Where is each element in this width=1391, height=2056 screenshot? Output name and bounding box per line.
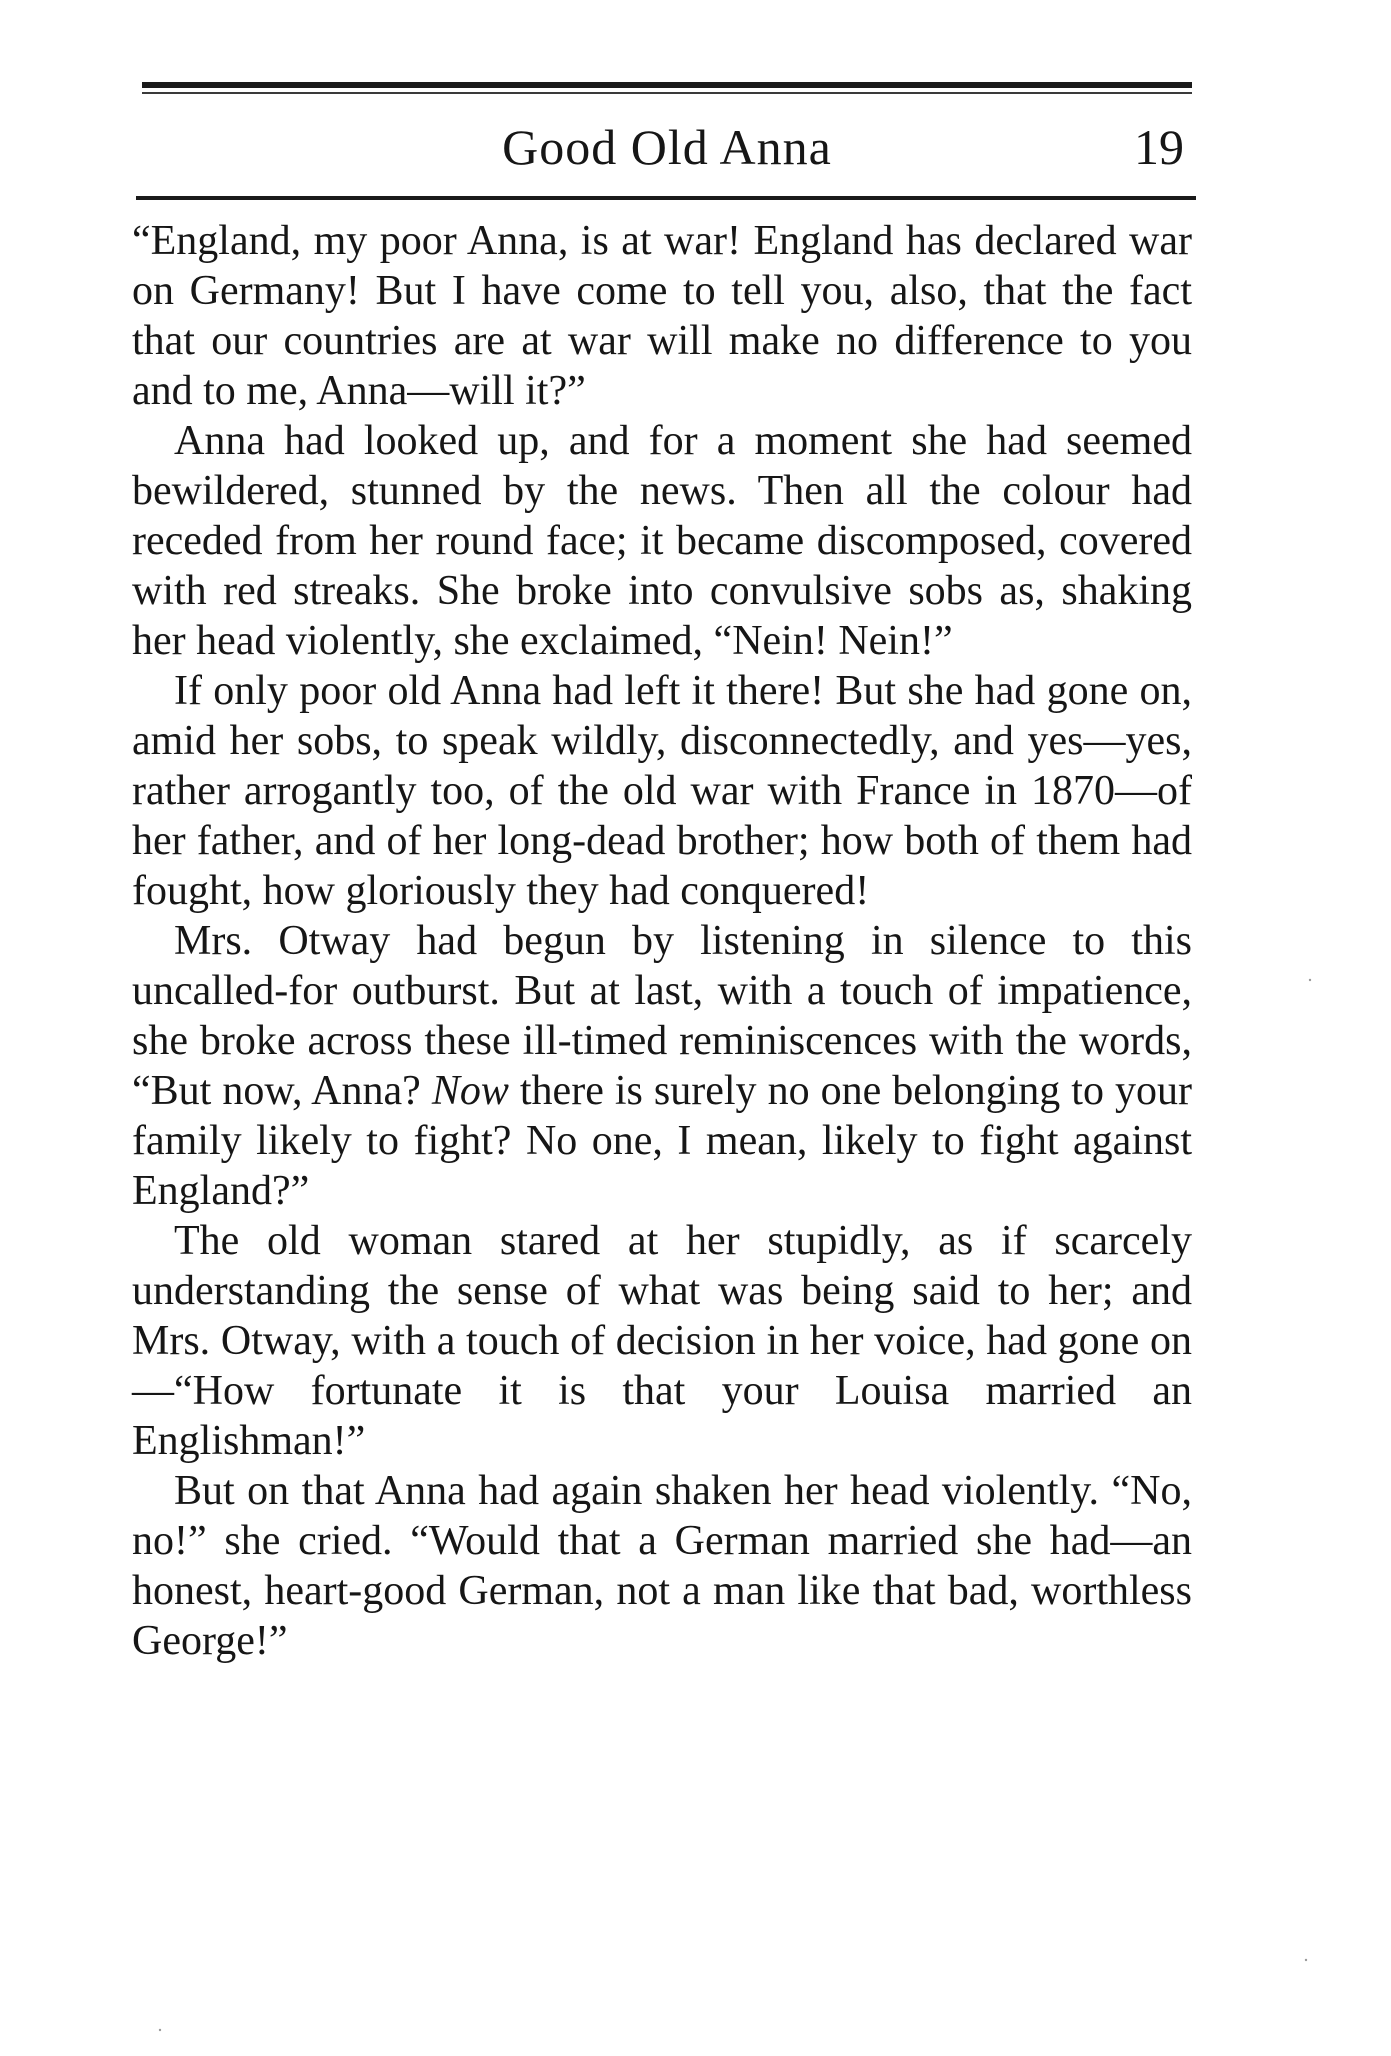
running-title: Good Old Anna xyxy=(502,119,832,175)
emphasized-word: Now xyxy=(431,1068,509,1114)
paragraph xyxy=(132,916,1192,1216)
paper-speck xyxy=(1305,1959,1307,1961)
top-rule-thin xyxy=(142,92,1192,94)
top-rule xyxy=(142,82,1192,88)
paragraph: If only poor old Anna had left it there! But she had gone on, amid her sobs, to speak wildly, disconnectedly, and yes—yes, rather arrogantly too, of the old war with France in 1870—of her father, and of her long-dead brother; how both of them had fought, how gloriously they had conquered! xyxy=(132,668,1192,914)
paragraph-text: there is surely no one belonging to your family likely to fight? No one, I mean, likely to fight against England?” xyxy=(132,1068,1192,1214)
paragraph: But on that Anna had again shaken her head violently. “No, no!” she cried. “Would that a German married she had—an honest, heart-good German, not a man like that bad, worthless George!” xyxy=(132,1468,1192,1664)
paragraph-text: Mrs. Otway had begun by listening in silence to this uncalled-for outburst. But at last, with a touch of impatience, she broke across these ill-timed reminiscences with the words, “But now, Anna? xyxy=(132,918,1192,1114)
page-number: 19 xyxy=(1134,119,1184,175)
body-text xyxy=(132,216,1192,1666)
paragraph: The old woman stared at her stupidly, as if scarcely understanding the sense of what was being said to her; and Mrs. Otway, with a touch of decision in her voice, had gone on—“How fortunate it is that your Louisa married an Englishman!” xyxy=(132,1218,1192,1464)
paper-speck xyxy=(1309,979,1311,981)
header-rule xyxy=(136,196,1196,200)
paper-speck xyxy=(159,2029,161,2031)
running-header xyxy=(142,112,1192,182)
paragraph: Anna had looked up, and for a moment she had seemed bewildered, stunned by the news. Then all the colour had receded from her round face; it became discomposed, covered with red streaks. She broke into convulsive sobs as, shaking her head violently, she exclaimed, “Nein! Nein!” xyxy=(132,418,1192,664)
paragraph: “England, my poor Anna, is at war! England has declared war on Germany! But I have come to tell you, also, that the fact that our countries are at war will make no difference to you and to me, Anna—will it?” xyxy=(132,218,1192,414)
